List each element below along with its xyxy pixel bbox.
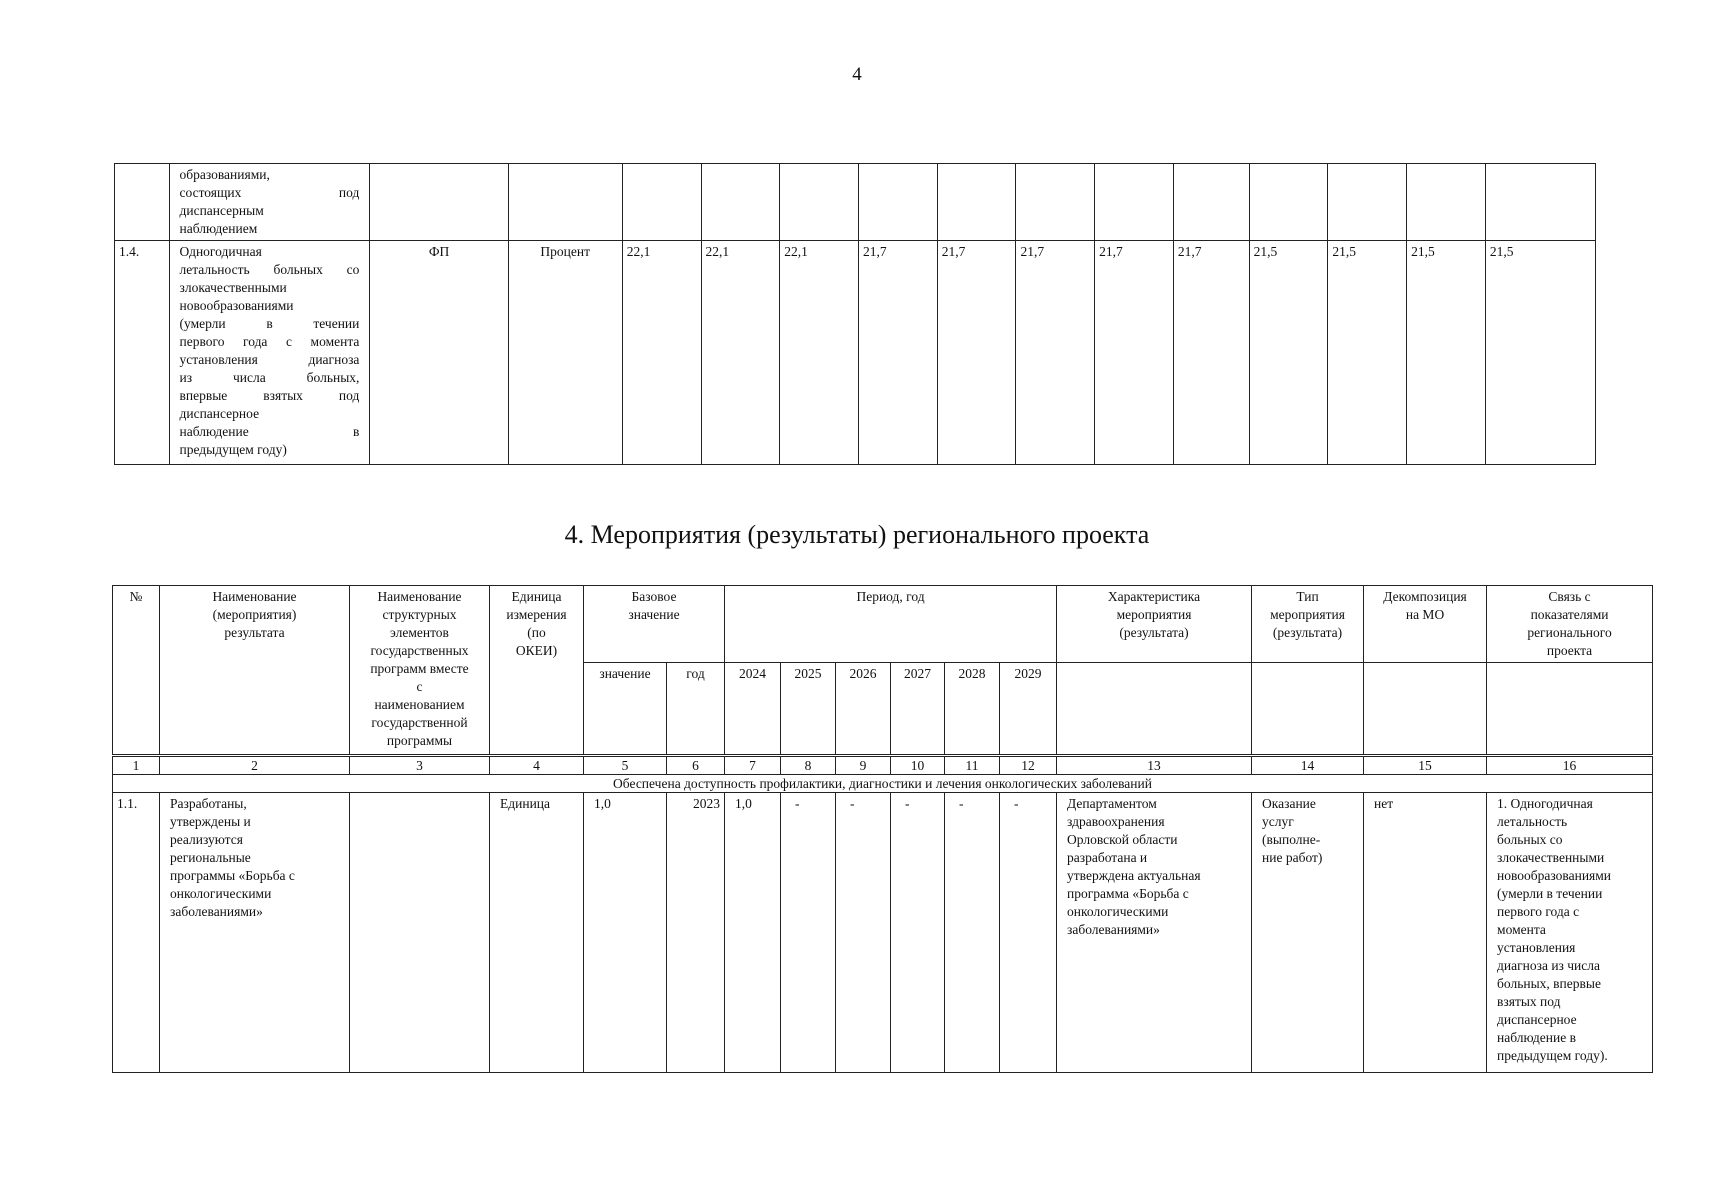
column-number: 8 (781, 756, 836, 775)
text-line: государственной (371, 715, 468, 730)
text-line: (результата) (1119, 625, 1189, 640)
header-decomposition (1364, 586, 1487, 663)
indicator-value: 21,5 (1328, 241, 1407, 465)
cell (1095, 164, 1174, 241)
text-line: с (416, 679, 423, 694)
text-line: мероприятия (1116, 607, 1192, 622)
header-base (584, 586, 725, 663)
text-line: мероприятия (1270, 607, 1345, 622)
section-title: 4. Мероприятия (результаты) регионального проекта (564, 520, 1150, 549)
header-period: Период, год (725, 586, 1057, 663)
text-line: впервые взятых под (179, 388, 360, 403)
header-row (113, 586, 1653, 663)
measure-characteristic-cell (1057, 793, 1252, 1073)
text-line: разработана и (1067, 850, 1148, 865)
cell (1487, 663, 1653, 756)
indicator-value: 21,7 (937, 241, 1016, 465)
text-line: регионального (1527, 625, 1612, 640)
text-line: заболеваниями» (1067, 922, 1160, 937)
cell (1173, 164, 1249, 241)
column-number: 12 (1000, 756, 1057, 775)
text-line: Декомпозиция (1383, 589, 1467, 604)
measure-year-value: - (836, 793, 891, 1073)
text-line: программы (386, 733, 453, 748)
indicator-level: ФП (370, 241, 508, 465)
text-line: здравоохранения (1067, 814, 1165, 829)
indicator-name-cell (169, 241, 370, 465)
text-line: больных со (1497, 832, 1563, 847)
indicator-value: 21,5 (1407, 241, 1486, 465)
indicator-value: 21,5 (1485, 241, 1595, 465)
text-line: заболеваниями» (170, 904, 263, 919)
text-line: региональные (170, 850, 251, 865)
text-line: больных, впервые (1497, 976, 1601, 991)
text-line: показателями (1530, 607, 1609, 622)
text-line: Наименование (212, 589, 297, 604)
indicators-table (114, 163, 1596, 465)
header-characteristic (1057, 586, 1252, 663)
text-line: Наименование (377, 589, 462, 604)
header-structure (350, 586, 490, 756)
indicator-unit: Процент (508, 241, 622, 465)
text-line: результата (224, 625, 285, 640)
cell (1328, 164, 1407, 241)
text-line: (умерли в течении (179, 316, 360, 331)
column-number: 3 (350, 756, 490, 775)
text-line: наименованием (374, 697, 465, 712)
group-row (113, 775, 1653, 793)
header-type (1252, 586, 1364, 663)
column-number: 13 (1057, 756, 1252, 775)
text-line: момента (1497, 922, 1546, 937)
cell (1016, 164, 1095, 241)
cell (622, 164, 701, 241)
text-line: наблюдение в (1497, 1030, 1576, 1045)
text-line: государственных (370, 643, 469, 658)
measure-row (113, 793, 1653, 1073)
measure-year-value: - (891, 793, 945, 1073)
cell (701, 164, 780, 241)
text-line: реализуются (170, 832, 243, 847)
text-line: наблюдение в (179, 424, 360, 439)
text-line: услуг (1262, 814, 1294, 829)
text-line: Департаментом (1067, 796, 1157, 811)
text-line: (по (527, 625, 546, 640)
text-line: летальность больных со (179, 262, 360, 277)
column-number: 15 (1364, 756, 1487, 775)
text-line: программа «Борьба с (1067, 886, 1189, 901)
header-num: № (113, 586, 160, 756)
header-year: 2025 (781, 663, 836, 756)
cell (1057, 663, 1252, 756)
column-number: 10 (891, 756, 945, 775)
cell (937, 164, 1016, 241)
text-line: проекта (1546, 643, 1593, 658)
page-number: 4 (852, 64, 862, 85)
indicator-value: 21,5 (1249, 241, 1328, 465)
text-line: значение (628, 607, 680, 622)
header-year: 2028 (945, 663, 1000, 756)
indicator-value: 22,1 (622, 241, 701, 465)
measure-decomposition: нет (1364, 793, 1487, 1073)
text-line: (выполне- (1262, 832, 1321, 847)
cell (508, 164, 622, 241)
text-line: ОКЕИ) (515, 643, 558, 658)
text-line: онкологическими (1067, 904, 1169, 919)
measure-year-value: 1,0 (725, 793, 781, 1073)
text-line: Единица (511, 589, 562, 604)
column-number: 7 (725, 756, 781, 775)
text-line: ние работ) (1262, 850, 1323, 865)
cell (1249, 164, 1328, 241)
cell (1485, 164, 1595, 241)
text-line: из числа больных, (179, 370, 360, 385)
indicator-row-continued (115, 164, 1596, 241)
text-line: структурных (382, 607, 457, 622)
indicator-value: 21,7 (858, 241, 937, 465)
column-number: 1 (113, 756, 160, 775)
measure-base-year: 2023 (667, 793, 725, 1073)
text-line: онкологическими (170, 886, 272, 901)
indicator-name-cell (169, 164, 370, 241)
column-number: 16 (1487, 756, 1653, 775)
measure-unit: Единица (490, 793, 584, 1073)
text-line: диспансерное (179, 406, 260, 421)
text-line: Связь с (1548, 589, 1591, 604)
indicator-num: 1.4. (115, 241, 170, 465)
text-line: утверждены и (170, 814, 251, 829)
header-name (160, 586, 350, 756)
text-line: (умерли в течении (1497, 886, 1603, 901)
measure-link-cell (1487, 793, 1653, 1073)
column-number: 5 (584, 756, 667, 775)
text-line: Оказание (1262, 796, 1316, 811)
measure-year-value: - (781, 793, 836, 1073)
column-number: 14 (1252, 756, 1364, 775)
indicator-row (115, 241, 1596, 465)
column-number: 9 (836, 756, 891, 775)
text-line: программы «Борьба с (170, 868, 295, 883)
cell (370, 164, 508, 241)
text-line: на МО (1405, 607, 1445, 622)
column-number: 4 (490, 756, 584, 775)
text-line: Одногодичная (179, 244, 262, 259)
header-base-value: значение (584, 663, 667, 756)
text-line: диагноза из числа (1497, 958, 1600, 973)
column-number-row (113, 756, 1653, 775)
text-line: Разработаны, (170, 796, 247, 811)
text-line: установления (1497, 940, 1576, 955)
header-year: 2024 (725, 663, 781, 756)
text-line: Тип (1296, 589, 1319, 604)
text-line: новообразованиями (179, 298, 294, 313)
text-line: элементов (390, 625, 449, 640)
text-line: предыдущем году) (179, 442, 287, 457)
text-line: злокачественными (1497, 850, 1605, 865)
text-line: (мероприятия) (212, 607, 297, 622)
text-line: летальность (1497, 814, 1568, 829)
header-year: 2027 (891, 663, 945, 756)
cell-num (115, 164, 170, 241)
text-line: первого года с (1497, 904, 1580, 919)
text-line: взятых под (1497, 994, 1561, 1009)
cell (1364, 663, 1487, 756)
text-line: Характеристика (1107, 589, 1201, 604)
measures-table (112, 585, 1653, 1073)
group-title: Обеспечена доступность профилактики, диагностики и лечения онкологических заболеваний (113, 775, 1653, 793)
text-line: диспансерное (1497, 1012, 1577, 1027)
header-year: 2026 (836, 663, 891, 756)
text-line: новообразованиями (1497, 868, 1612, 883)
text-line: предыдущем году). (1497, 1048, 1608, 1063)
text-line: установления диагноза (179, 352, 360, 367)
indicator-value: 22,1 (780, 241, 859, 465)
text-line: Орловской области (1067, 832, 1178, 847)
text-line: программ вместе (370, 661, 469, 676)
indicator-value: 21,7 (1016, 241, 1095, 465)
measure-type-cell (1252, 793, 1364, 1073)
text-line: наблюдением (179, 221, 258, 236)
measure-year-value: - (1000, 793, 1057, 1073)
text-line: диспансерным (179, 203, 264, 218)
header-year: 2029 (1000, 663, 1057, 756)
measure-structure (350, 793, 490, 1073)
column-number: 11 (945, 756, 1000, 775)
cell (1252, 663, 1364, 756)
cell (858, 164, 937, 241)
measure-name-cell (160, 793, 350, 1073)
cell (1407, 164, 1486, 241)
header-link (1487, 586, 1653, 663)
header-unit (490, 586, 584, 756)
indicator-value: 21,7 (1173, 241, 1249, 465)
indicator-value: 21,7 (1095, 241, 1174, 465)
text-line: измерения (506, 607, 567, 622)
text-line: образованиями, (179, 167, 270, 182)
text-line: состоящих под (179, 185, 360, 200)
column-number: 2 (160, 756, 350, 775)
measure-base-value: 1,0 (584, 793, 667, 1073)
indicator-value: 22,1 (701, 241, 780, 465)
cell (780, 164, 859, 241)
measure-year-value: - (945, 793, 1000, 1073)
text-line: первого года с момента (179, 334, 360, 349)
text-line: Базовое (631, 589, 677, 604)
text-line: злокачественными (179, 280, 287, 295)
measure-num: 1.1. (113, 793, 160, 1073)
column-number: 6 (667, 756, 725, 775)
text-line: утверждена актуальная (1067, 868, 1201, 883)
header-base-year: год (667, 663, 725, 756)
text-line: (результата) (1272, 625, 1343, 640)
text-line: 1. Одногодичная (1497, 796, 1593, 811)
